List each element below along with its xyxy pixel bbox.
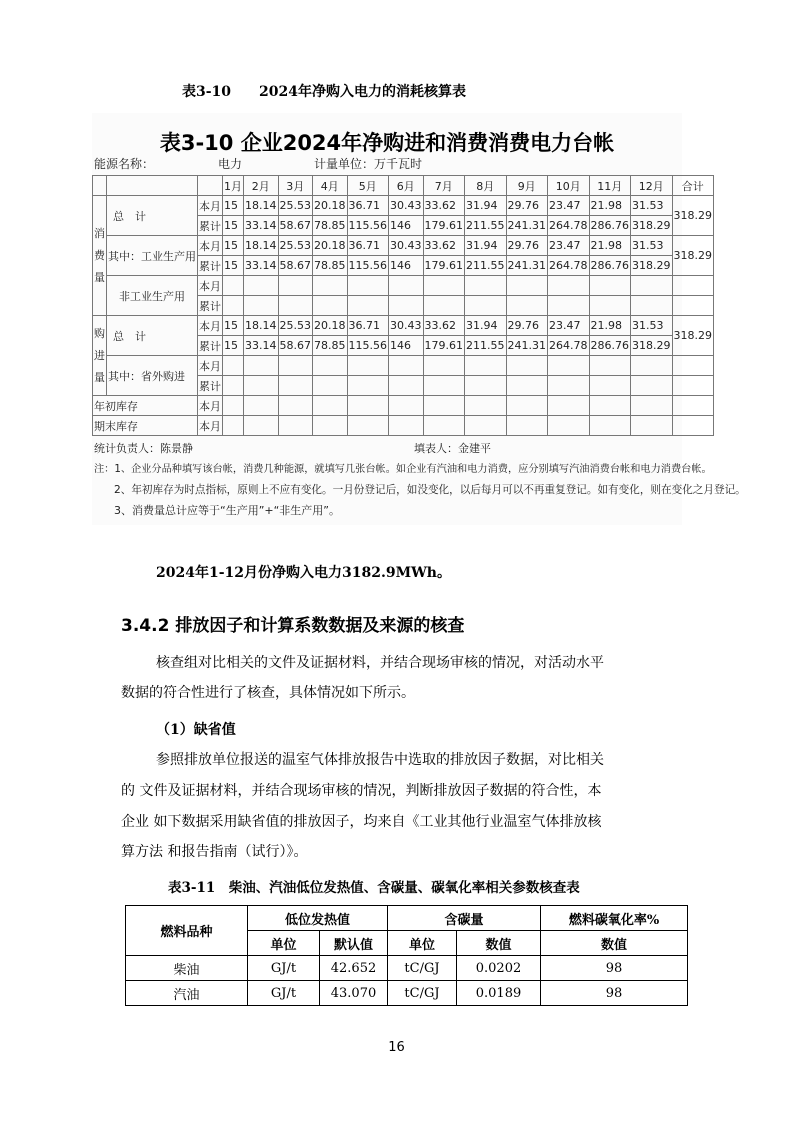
row-label-provincial: 其中：省外购进 bbox=[107, 356, 198, 396]
total-cell: 318.29 bbox=[672, 316, 714, 356]
note-3: 3、消费量总计应等于“生产用”+“非生产用”。 bbox=[114, 504, 341, 517]
unit-label: 计量单位：万千瓦时 bbox=[314, 157, 423, 171]
ncv-unit: GJ/t bbox=[248, 956, 320, 981]
category-purchase: 购进量 bbox=[93, 316, 107, 396]
total-cell: 318.29 bbox=[672, 196, 714, 236]
cell: 318.29 bbox=[631, 216, 673, 236]
cell: 30.43 bbox=[389, 316, 424, 336]
para-2-line-4: 算方法 和报告指南（试行）》。 bbox=[121, 844, 308, 860]
cell: 29.76 bbox=[506, 236, 548, 256]
label-this-month: 本月 bbox=[198, 416, 223, 436]
cell: 18.14 bbox=[244, 196, 279, 216]
cell: 33.62 bbox=[423, 316, 465, 336]
row-label-total: 总 计 bbox=[107, 316, 198, 356]
month-header: 4月 bbox=[313, 176, 348, 196]
cell: 23.47 bbox=[548, 196, 590, 216]
cell: 36.71 bbox=[347, 196, 389, 216]
cell: 15 bbox=[223, 256, 244, 276]
cell: 264.78 bbox=[548, 216, 590, 236]
summary-line: 2024年1-12月份净购入电力3182.9MWh。 bbox=[156, 565, 451, 581]
cell: 264.78 bbox=[548, 256, 590, 276]
header-fuel: 燃料品种 bbox=[126, 906, 248, 956]
para-2-line-3: 企业 如下数据采用缺省值的排放因子，均来自《工业其他行业温室气体排放核 bbox=[121, 814, 602, 830]
row-label-non-industrial: 非工业生产用 bbox=[107, 276, 198, 316]
table-row bbox=[93, 196, 714, 216]
cell: 33.14 bbox=[244, 216, 279, 236]
header-value: 数值 bbox=[457, 931, 541, 956]
cell: 31.94 bbox=[465, 316, 507, 336]
ledger-title: 表3-10 企业2024年净购进和消费消费电力台帐 bbox=[159, 131, 615, 155]
cell: 25.53 bbox=[278, 196, 313, 216]
cell: 30.43 bbox=[389, 236, 424, 256]
cell: 31.53 bbox=[631, 316, 673, 336]
ledger-table bbox=[92, 175, 714, 436]
month-header: 2月 bbox=[244, 176, 279, 196]
para-2-line-1: 参照排放单位报送的温室气体排放报告中选取的排放因子数据，对比相关 bbox=[156, 752, 604, 768]
table-row bbox=[93, 356, 714, 376]
cell: 21.98 bbox=[589, 236, 631, 256]
cell: 115.56 bbox=[347, 216, 389, 236]
cell: 241.31 bbox=[506, 216, 548, 236]
cell: 30.43 bbox=[389, 196, 424, 216]
cell: 211.55 bbox=[465, 216, 507, 236]
cell: 286.76 bbox=[589, 256, 631, 276]
cell: 25.53 bbox=[278, 236, 313, 256]
label-this-month: 本月 bbox=[198, 356, 223, 376]
row-label-opening-stock: 年初库存 bbox=[93, 396, 198, 416]
cell: 78.85 bbox=[313, 336, 348, 356]
carbon-value: 0.0202 bbox=[457, 956, 541, 981]
cell: 18.14 bbox=[244, 236, 279, 256]
table-row bbox=[93, 236, 714, 256]
table-row bbox=[93, 316, 714, 336]
cell: 20.18 bbox=[313, 236, 348, 256]
total-header: 合计 bbox=[672, 176, 714, 196]
row-label-industrial: 其中：工业生产用 bbox=[107, 236, 198, 276]
cell: 146 bbox=[389, 336, 424, 356]
section-heading: 3.4.2 排放因子和计算系数数据及来源的核查 bbox=[121, 616, 465, 636]
month-header: 12月 bbox=[631, 176, 673, 196]
cell: 33.62 bbox=[423, 236, 465, 256]
table-row bbox=[93, 276, 714, 296]
cell: 31.94 bbox=[465, 236, 507, 256]
cell: 31.53 bbox=[631, 196, 673, 216]
oxidation-value: 98 bbox=[541, 981, 688, 1006]
label-this-month: 本月 bbox=[198, 236, 223, 256]
filler: 填表人：金建平 bbox=[414, 442, 491, 455]
cell: 211.55 bbox=[465, 336, 507, 356]
month-header: 9月 bbox=[506, 176, 548, 196]
cell: 18.14 bbox=[244, 316, 279, 336]
category-consume: 消费量 bbox=[93, 196, 107, 316]
header-ncv: 低位发热值 bbox=[248, 906, 388, 931]
table-3-11-caption: 表3-11 柴油、汽油低位发热值、含碳量、碳氧化率相关参数核查表 bbox=[168, 880, 580, 896]
cell: 21.98 bbox=[589, 316, 631, 336]
month-header: 5月 bbox=[347, 176, 389, 196]
cell: 211.55 bbox=[465, 256, 507, 276]
cell: 33.14 bbox=[244, 256, 279, 276]
note-2: 2、年初库存为时点指标，原则上不应有变化。一月份登记后，如没变化，以后每月可以不再重复登记。如有变化，则在变化之月登记。 bbox=[114, 484, 746, 496]
month-header: 11月 bbox=[589, 176, 631, 196]
header-unit: 单位 bbox=[248, 931, 320, 956]
cell: 241.31 bbox=[506, 256, 548, 276]
cell: 20.18 bbox=[313, 316, 348, 336]
cell: 36.71 bbox=[347, 236, 389, 256]
month-header: 10月 bbox=[548, 176, 590, 196]
label-cumulative: 累计 bbox=[198, 256, 223, 276]
table-row bbox=[93, 416, 714, 436]
cell: 264.78 bbox=[548, 336, 590, 356]
cell: 29.76 bbox=[506, 196, 548, 216]
cell: 15 bbox=[223, 196, 244, 216]
cell: 21.98 bbox=[589, 196, 631, 216]
label-this-month: 本月 bbox=[198, 316, 223, 336]
energy-name-label: 能源名称： bbox=[94, 157, 155, 171]
para-1-line-1: 核查组对比相关的文件及证据材料，并结合现场审核的情况，对活动水平 bbox=[156, 655, 604, 671]
cell: 15 bbox=[223, 216, 244, 236]
cell: 78.85 bbox=[313, 216, 348, 236]
cell: 115.56 bbox=[347, 336, 389, 356]
table-row bbox=[126, 981, 688, 1006]
row-label-closing-stock: 期末库存 bbox=[93, 416, 198, 436]
cell: 31.94 bbox=[465, 196, 507, 216]
carbon-unit: tC/GJ bbox=[388, 956, 457, 981]
cell: 58.67 bbox=[278, 216, 313, 236]
cell: 286.76 bbox=[589, 336, 631, 356]
month-header: 8月 bbox=[465, 176, 507, 196]
table-row bbox=[93, 396, 714, 416]
oxidation-value: 98 bbox=[541, 956, 688, 981]
cell: 23.47 bbox=[548, 316, 590, 336]
energy-name-value: 电力 bbox=[218, 157, 243, 171]
month-header: 6月 bbox=[389, 176, 424, 196]
cell: 179.61 bbox=[423, 256, 465, 276]
cell: 15 bbox=[223, 236, 244, 256]
cell: 15 bbox=[223, 336, 244, 356]
cell: 58.67 bbox=[278, 256, 313, 276]
cell: 146 bbox=[389, 216, 424, 236]
page-number: 16 bbox=[388, 1040, 405, 1055]
cell: 115.56 bbox=[347, 256, 389, 276]
label-cumulative: 累计 bbox=[198, 376, 223, 396]
cell: 33.62 bbox=[423, 196, 465, 216]
carbon-unit: tC/GJ bbox=[388, 981, 457, 1006]
label-this-month: 本月 bbox=[198, 396, 223, 416]
params-table bbox=[125, 905, 688, 1006]
table-3-10-caption: 表3-10 2024年净购入电力的消耗核算表 bbox=[182, 84, 466, 100]
cell: 318.29 bbox=[631, 336, 673, 356]
label-cumulative: 累计 bbox=[198, 296, 223, 316]
cell: 241.31 bbox=[506, 336, 548, 356]
cell: 179.61 bbox=[423, 336, 465, 356]
month-header: 7月 bbox=[423, 176, 465, 196]
total-cell: 318.29 bbox=[672, 236, 714, 276]
para-1-line-2: 数据的符合性进行了核查，具体情况如下所示。 bbox=[121, 685, 415, 701]
cell: 179.61 bbox=[423, 216, 465, 236]
row-label-total: 总 计 bbox=[107, 196, 198, 236]
cell: 78.85 bbox=[313, 256, 348, 276]
cell: 23.47 bbox=[548, 236, 590, 256]
cell: 58.67 bbox=[278, 336, 313, 356]
header-oxidation: 燃料碳氧化率% bbox=[541, 906, 688, 931]
label-this-month: 本月 bbox=[198, 276, 223, 296]
label-this-month: 本月 bbox=[198, 196, 223, 216]
month-header: 1月 bbox=[223, 176, 244, 196]
cell: 286.76 bbox=[589, 216, 631, 236]
cell: 33.14 bbox=[244, 336, 279, 356]
label-cumulative: 累计 bbox=[198, 216, 223, 236]
ledger-header-row bbox=[93, 176, 714, 196]
cell: 36.71 bbox=[347, 316, 389, 336]
cell: 20.18 bbox=[313, 196, 348, 216]
month-header: 3月 bbox=[278, 176, 313, 196]
label-cumulative: 累计 bbox=[198, 336, 223, 356]
table-row bbox=[126, 956, 688, 981]
fuel-name: 汽油 bbox=[126, 981, 248, 1006]
stat-person: 统计负责人：陈景静 bbox=[94, 442, 193, 455]
cell: 15 bbox=[223, 316, 244, 336]
cell: 31.53 bbox=[631, 236, 673, 256]
ncv-value: 43.070 bbox=[320, 981, 388, 1006]
cell: 146 bbox=[389, 256, 424, 276]
header-unit: 单位 bbox=[388, 931, 457, 956]
header-carbon: 含碳量 bbox=[388, 906, 541, 931]
fuel-name: 柴油 bbox=[126, 956, 248, 981]
cell: 29.76 bbox=[506, 316, 548, 336]
header-value: 数值 bbox=[541, 931, 688, 956]
carbon-value: 0.0189 bbox=[457, 981, 541, 1006]
cell: 318.29 bbox=[631, 256, 673, 276]
params-header-row-1 bbox=[126, 906, 688, 931]
note-1: 注：1、企业分品种填写该台帐，消费几种能源，就填写几张台帐。如企业有汽油和电力消费，应分别填写汽油消费台帐和电力消费台帐。 bbox=[94, 464, 712, 475]
sub-heading: （1）缺省值 bbox=[156, 722, 236, 738]
header-default: 默认值 bbox=[320, 931, 388, 956]
para-2-line-2: 的 文件及证据材料，并结合现场审核的情况，判断排放因子数据的符合性，本 bbox=[121, 783, 602, 799]
ledger-image bbox=[92, 113, 746, 525]
cell: 25.53 bbox=[278, 316, 313, 336]
ncv-value: 42.652 bbox=[320, 956, 388, 981]
ncv-unit: GJ/t bbox=[248, 981, 320, 1006]
